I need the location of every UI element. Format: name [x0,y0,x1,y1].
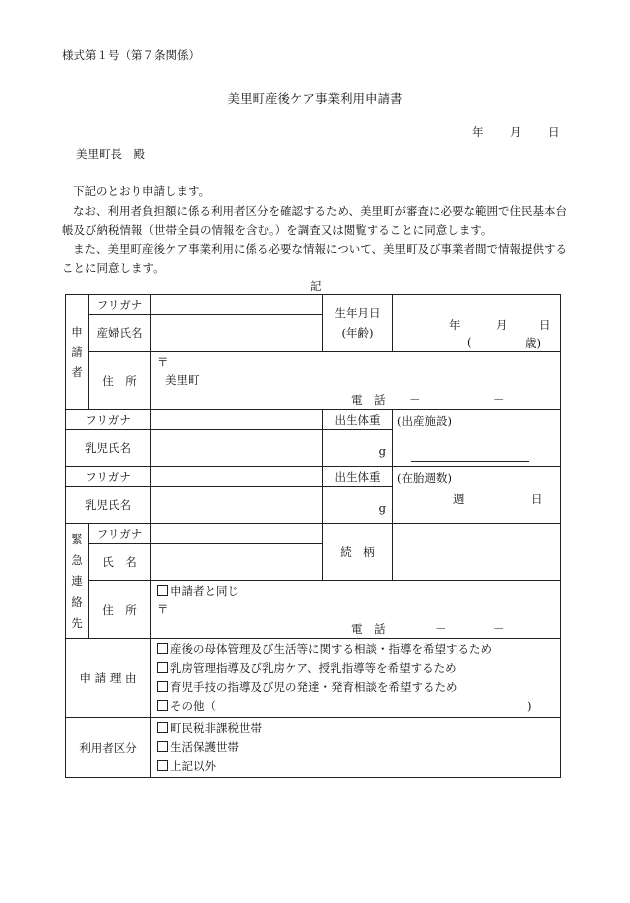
emergency-furigana-label: フリガナ [89,524,151,544]
relation-label: 続 柄 [323,524,393,581]
reason-option-breast-care[interactable] [151,659,560,678]
reason-option-label: 育児手技の指導及び児の発達・発育相談を希望するため [170,680,458,694]
weight-unit: g [378,501,386,515]
checkbox-icon [157,700,168,711]
date-year-label: 年 [472,125,484,139]
reason-option-postpartum-care[interactable] [151,640,560,659]
applicant-furigana-label: フリガナ [89,295,151,315]
checkbox-icon [157,760,168,771]
relation-field[interactable] [393,524,561,581]
infant2-weight-field[interactable] [323,487,393,524]
other-close-paren: ) [527,699,532,713]
phone-label: 電 話 [351,622,386,636]
checkbox-icon [157,585,168,596]
info-sharing-paragraph: また、美里町産後ケア事業利用に係る必要な情報について、美里町及び事業者間で情報提供することに同意します。 [62,242,568,276]
intro-paragraph: 下記のとおり申請します。 [73,184,211,198]
reason-option-childcare[interactable] [151,678,560,697]
dob-year-label: 年 [449,318,461,332]
age-open-paren: ( [467,335,472,349]
infant2-furigana-field[interactable] [151,467,323,487]
date-month-label: 月 [510,125,522,139]
category-option-label: 生活保護世帯 [170,740,239,754]
infant2-furigana-label: フリガナ [66,467,151,487]
infant2-weight-label: 出生体重 [323,467,393,487]
phone-dash: － [409,393,421,407]
category-option-tax-exempt[interactable] [151,719,560,738]
checkbox-icon [157,722,168,733]
reason-options [151,639,561,718]
infant1-furigana-label: フリガナ [66,410,151,430]
emergency-furigana-field[interactable] [151,524,323,544]
category-option-label: 町民税非課税世帯 [170,721,262,735]
infant2-name-field[interactable] [151,487,323,524]
checkbox-icon [157,643,168,654]
emergency-section-label: 緊急連絡先 [66,524,89,639]
checkbox-icon [157,681,168,692]
applicant-dob-label: 生年月日 (年齢) [323,295,393,352]
ki-heading: 記 [310,279,322,293]
weight-unit: g [378,444,386,458]
application-form-table [65,294,561,778]
infant1-name-label: 乳児氏名 [66,430,151,467]
facility-underline [411,461,529,462]
mother-name-field[interactable] [151,315,323,352]
emergency-address-label: 住 所 [89,581,151,639]
infant1-name-field[interactable] [151,430,323,467]
dob-month-label: 月 [496,318,508,332]
form-title: 美里町産後ケア事業利用申請書 [227,91,403,106]
checkbox-icon [157,741,168,752]
town-name: 美里町 [165,373,200,387]
applicant-address-field[interactable] [151,352,561,410]
week-unit: 週 [453,492,465,506]
reason-label: 申 請 理 由 [66,639,151,718]
form-number: 様式第１号（第７条関係） [62,48,200,62]
checkbox-icon [157,662,168,673]
category-option-label: 上記以外 [170,759,216,773]
consent-paragraph: なお、利用者負担額に係る利用者区分を確認するため、美里町が審査に必要な範囲で住民基本台帳及び納税情報（世帯全員の情報を含む。）を調査又は閲覧することに同意します。 [62,204,568,238]
phone-dash: － [435,622,447,636]
phone-label: 電 話 [351,393,386,407]
date-line [472,124,560,140]
applicant-furigana-field[interactable] [151,295,323,315]
user-category-label: 利用者区分 [66,718,151,778]
applicant-address-label: 住 所 [89,352,151,410]
infant2-name-label: 乳児氏名 [66,487,151,524]
addressee: 美里町長 殿 [76,147,145,161]
birth-facility-label: (出産施設) [397,414,452,428]
category-option-welfare[interactable] [151,738,560,757]
dob-day-label: 日 [539,318,551,332]
emergency-name-field[interactable] [151,544,323,581]
applicant-section-label: 申請者 [66,295,89,410]
reason-option-label: その他（ [170,699,216,713]
age-unit-label: 歳) [525,336,541,350]
gestation-field[interactable] [393,467,561,524]
category-option-other[interactable] [151,757,560,776]
emergency-name-label: 氏 名 [89,544,151,581]
reason-option-label: 産後の母体管理及び生活等に関する相談・指導を希望するため [170,642,492,656]
same-as-applicant-checkbox[interactable] [157,583,239,599]
phone-dash: － [493,622,505,636]
date-day-label: 日 [548,125,560,139]
infant1-furigana-field[interactable] [151,410,323,430]
applicant-dob-field[interactable] [393,295,561,352]
gestation-label: (在胎週数) [397,471,452,485]
phone-dash: － [493,393,505,407]
emergency-address-field[interactable] [151,581,561,639]
infant1-weight-field[interactable] [323,430,393,467]
birth-facility-field[interactable] [393,410,561,467]
user-category-options [151,718,561,778]
postal-mark: 〒 [157,355,169,369]
postal-mark: 〒 [157,602,169,616]
reason-option-label: 乳房管理指導及び乳房ケア、授乳指導等を希望するため [170,661,457,675]
reason-option-other[interactable] [151,697,560,716]
same-as-applicant-label: 申請者と同じ [170,584,239,598]
day-unit: 日 [531,492,543,506]
infant1-weight-label: 出生体重 [323,410,393,430]
mother-name-label: 産婦氏名 [89,315,151,352]
